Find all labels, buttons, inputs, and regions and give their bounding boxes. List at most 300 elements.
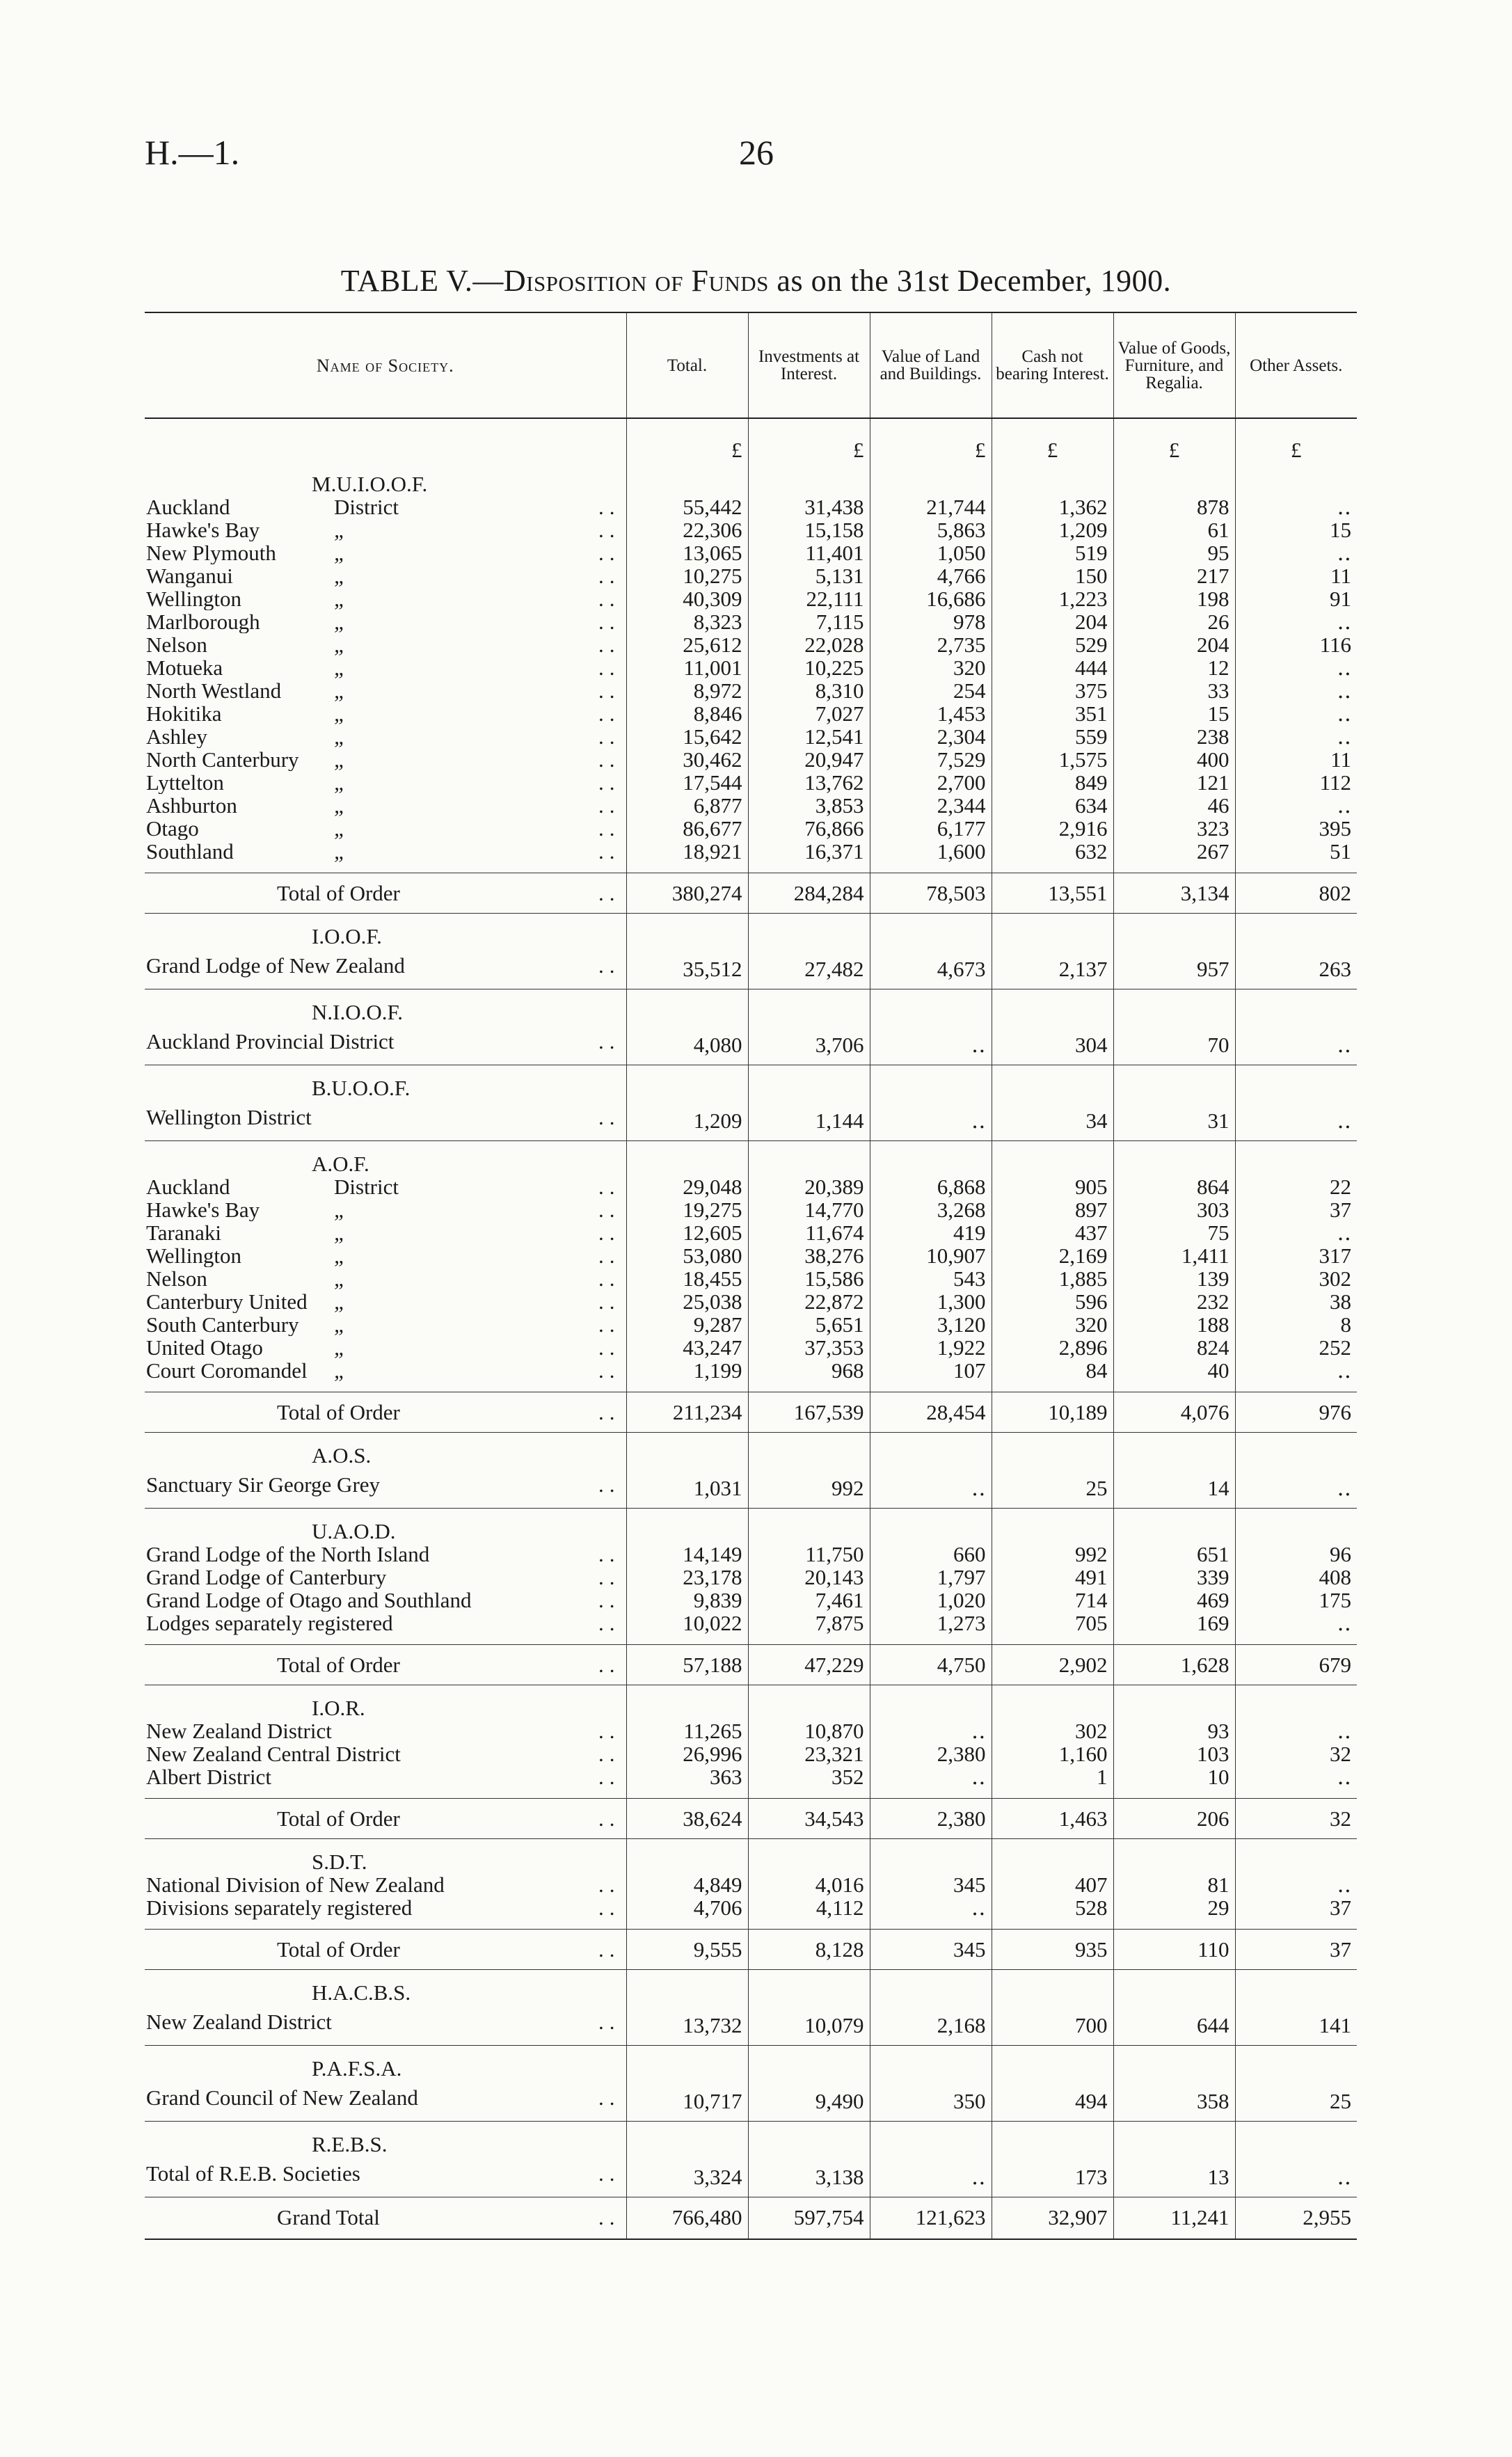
total-label-cell xyxy=(145,1645,626,1685)
row-name: Wellington xyxy=(146,587,241,610)
leader-dots: .. xyxy=(598,1472,621,1497)
table-row xyxy=(145,1024,1357,1065)
leader-dots: .. xyxy=(598,1896,621,1920)
value-cell: 11 xyxy=(1235,748,1357,771)
value-cell: 18,455 xyxy=(626,1267,748,1290)
funds-disposition-table xyxy=(145,312,1357,2240)
row-name-cell xyxy=(145,817,626,840)
value-cell: 57,188 xyxy=(626,1645,748,1685)
value-cell: 4,849 xyxy=(626,1873,748,1896)
ditto-mark: „ xyxy=(334,656,347,679)
value-cell: 284,284 xyxy=(748,873,870,914)
value-cell: 267 xyxy=(1113,840,1235,873)
leader-dots: .. xyxy=(598,633,621,656)
value-cell: 1,160 xyxy=(992,1742,1113,1765)
row-name: Taranaki xyxy=(146,1221,221,1244)
row-name: Grand Lodge of New Zealand xyxy=(146,953,405,978)
row-name-cell xyxy=(145,948,626,989)
value-cell: 363 xyxy=(626,1765,748,1799)
value-cell: 2,169 xyxy=(992,1244,1113,1267)
ditto-mark: „ xyxy=(334,1359,347,1383)
value-cell: 1,199 xyxy=(626,1359,748,1392)
value-cell: 3,138 xyxy=(748,2156,870,2197)
value-cell: 350 xyxy=(870,2080,992,2122)
leader-dots: .. xyxy=(598,881,621,905)
value-cell: 10,717 xyxy=(626,2080,748,2122)
row-name-cell xyxy=(145,1221,626,1244)
value-cell: ‥ xyxy=(1235,702,1357,725)
value-cell: 16,686 xyxy=(870,587,992,610)
value-cell: 204 xyxy=(1113,633,1235,656)
total-label-cell xyxy=(145,1930,626,1970)
value-cell: 358 xyxy=(1113,2080,1235,2122)
value-cell: 320 xyxy=(992,1313,1113,1336)
society-heading-row xyxy=(145,461,1357,495)
leader-dots: .. xyxy=(598,1221,621,1244)
row-name-cell xyxy=(145,1896,626,1930)
value-cell: 32,907 xyxy=(992,2197,1113,2240)
society-heading: I.O.O.F. xyxy=(312,924,382,948)
column-header-other: Other Assets. xyxy=(1235,312,1357,418)
value-cell: ‥ xyxy=(1235,541,1357,564)
table-row xyxy=(145,1873,1357,1896)
document-header-code: H.—1. xyxy=(145,133,240,172)
value-cell: 20,143 xyxy=(748,1566,870,1589)
society-heading-row xyxy=(145,2122,1357,2156)
page-number: 26 xyxy=(739,133,774,172)
row-name: New Plymouth xyxy=(146,541,276,564)
row-name-cell xyxy=(145,794,626,817)
leader-dots: .. xyxy=(598,1313,621,1336)
table-row xyxy=(145,1336,1357,1359)
value-cell: ‥ xyxy=(1235,679,1357,702)
value-cell: 107 xyxy=(870,1359,992,1392)
row-name: Otago xyxy=(146,817,199,840)
value-cell: 20,947 xyxy=(748,748,870,771)
row-name-cell xyxy=(145,1719,626,1742)
value-cell: 121 xyxy=(1113,771,1235,794)
leader-dots: .. xyxy=(598,1267,621,1290)
table-row xyxy=(145,748,1357,771)
value-cell: 976 xyxy=(1235,1392,1357,1433)
total-row xyxy=(145,1645,1357,1685)
value-cell: 10,022 xyxy=(626,1612,748,1645)
value-cell: ‥ xyxy=(1235,1221,1357,1244)
leader-dots: .. xyxy=(598,748,621,771)
leader-dots: .. xyxy=(598,495,621,518)
value-cell: 2,896 xyxy=(992,1336,1113,1359)
row-name-cell xyxy=(145,1024,626,1065)
total-row xyxy=(145,1930,1357,1970)
table-title-prefix: TABLE V.— xyxy=(340,264,504,298)
row-name-cell xyxy=(145,1244,626,1267)
value-cell: 1 xyxy=(992,1765,1113,1799)
column-header-land: Value of Land and Buildings. xyxy=(870,312,992,418)
table-row xyxy=(145,1719,1357,1742)
value-cell: 43,247 xyxy=(626,1336,748,1359)
row-name: Ashley xyxy=(146,725,207,748)
value-cell: 13,762 xyxy=(748,771,870,794)
value-cell: 644 xyxy=(1113,2004,1235,2046)
value-cell: 2,137 xyxy=(992,948,1113,989)
value-cell: 1,050 xyxy=(870,541,992,564)
society-heading-row xyxy=(145,1509,1357,1543)
row-name: Southland xyxy=(146,840,234,864)
value-cell: 968 xyxy=(748,1359,870,1392)
value-cell: 992 xyxy=(992,1543,1113,1566)
value-cell: 33 xyxy=(1113,679,1235,702)
value-cell: 31,438 xyxy=(748,495,870,518)
row-name-cell xyxy=(145,1290,626,1313)
value-cell: 8 xyxy=(1235,1313,1357,1336)
value-cell: ‥ xyxy=(870,1765,992,1799)
value-cell: 1,797 xyxy=(870,1566,992,1589)
unit-cell: £ xyxy=(870,418,992,461)
value-cell: 596 xyxy=(992,1290,1113,1313)
ditto-mark: „ xyxy=(334,1221,347,1244)
value-cell: 419 xyxy=(870,1221,992,1244)
value-cell: 2,700 xyxy=(870,771,992,794)
value-cell: 86,677 xyxy=(626,817,748,840)
value-cell: 2,735 xyxy=(870,633,992,656)
value-cell: ‥ xyxy=(1235,495,1357,518)
value-cell: 263 xyxy=(1235,948,1357,989)
leader-dots: .. xyxy=(598,610,621,633)
ditto-mark: „ xyxy=(334,1313,347,1336)
value-cell: ‥ xyxy=(1235,794,1357,817)
value-cell: 395 xyxy=(1235,817,1357,840)
value-cell: ‥ xyxy=(870,1896,992,1930)
society-heading: I.O.R. xyxy=(312,1696,365,1719)
value-cell: 10 xyxy=(1113,1765,1235,1799)
leader-dots: .. xyxy=(598,1198,621,1221)
row-name-cell xyxy=(145,1359,626,1392)
leader-dots: .. xyxy=(598,1400,621,1424)
value-cell: 28,454 xyxy=(870,1392,992,1433)
value-cell: 14,770 xyxy=(748,1198,870,1221)
value-cell: ‥ xyxy=(1235,1873,1357,1896)
value-cell: 29,048 xyxy=(626,1175,748,1198)
value-cell: 3,706 xyxy=(748,1024,870,1065)
value-cell: 320 xyxy=(870,656,992,679)
row-name: Auckland Provincial District xyxy=(146,1029,395,1053)
leader-dots: .. xyxy=(598,1359,621,1383)
row-name: Lodges separately registered xyxy=(146,1612,393,1635)
row-name: Nelson xyxy=(146,1267,207,1290)
value-cell: 15 xyxy=(1113,702,1235,725)
value-cell: 11,674 xyxy=(748,1221,870,1244)
value-cell: 8,128 xyxy=(748,1930,870,1970)
value-cell: 1,600 xyxy=(870,840,992,873)
leader-dots: .. xyxy=(598,2161,621,2186)
value-cell: 31 xyxy=(1113,1099,1235,1141)
value-cell: 491 xyxy=(992,1566,1113,1589)
row-name-cell xyxy=(145,1742,626,1765)
value-cell: 1,209 xyxy=(992,518,1113,541)
value-cell: 528 xyxy=(992,1896,1113,1930)
table-row xyxy=(145,1221,1357,1244)
value-cell: 352 xyxy=(748,1765,870,1799)
value-cell: 29 xyxy=(1113,1896,1235,1930)
value-cell: 22,111 xyxy=(748,587,870,610)
leader-dots: .. xyxy=(598,1719,621,1742)
value-cell: 935 xyxy=(992,1930,1113,1970)
society-heading: U.A.O.D. xyxy=(312,1519,396,1543)
value-cell: 766,480 xyxy=(626,2197,748,2240)
value-cell: 32 xyxy=(1235,1742,1357,1765)
value-cell: 8,846 xyxy=(626,702,748,725)
row-name-cell xyxy=(145,2156,626,2197)
table-row xyxy=(145,840,1357,873)
society-heading: H.A.C.B.S. xyxy=(312,1980,411,2004)
value-cell: ‥ xyxy=(1235,1099,1357,1141)
table-row xyxy=(145,564,1357,587)
leader-dots: .. xyxy=(598,1029,621,1053)
row-name-cell xyxy=(145,564,626,587)
society-heading-row xyxy=(145,1839,1357,1874)
value-cell: 7,027 xyxy=(748,702,870,725)
row-name: United Otago xyxy=(146,1336,263,1359)
value-cell: 1,273 xyxy=(870,1612,992,1645)
value-cell: 13,065 xyxy=(626,541,748,564)
value-cell: 4,016 xyxy=(748,1873,870,1896)
value-cell: 198 xyxy=(1113,587,1235,610)
society-heading-row xyxy=(145,1141,1357,1176)
value-cell: 302 xyxy=(1235,1267,1357,1290)
row-name: Nelson xyxy=(146,633,207,656)
value-cell: 351 xyxy=(992,702,1113,725)
row-name: Albert District xyxy=(146,1765,271,1789)
row-name: New Zealand District xyxy=(146,1719,332,1742)
row-name-cell xyxy=(145,1467,626,1509)
total-label-cell xyxy=(145,873,626,914)
row-name: Auckland xyxy=(146,495,230,518)
value-cell: 345 xyxy=(870,1873,992,1896)
value-cell: ‥ xyxy=(1235,1467,1357,1509)
value-cell: 4,080 xyxy=(626,1024,748,1065)
value-cell: 34 xyxy=(992,1099,1113,1141)
value-cell: 96 xyxy=(1235,1543,1357,1566)
value-cell: 1,453 xyxy=(870,702,992,725)
row-name-cell xyxy=(145,1765,626,1799)
ditto-mark: „ xyxy=(334,702,347,725)
value-cell: 1,411 xyxy=(1113,1244,1235,1267)
value-cell: 76,866 xyxy=(748,817,870,840)
value-cell: 38,624 xyxy=(626,1799,748,1839)
unit-cell: £ xyxy=(1235,418,1357,461)
ditto-mark: „ xyxy=(334,587,347,610)
table-row xyxy=(145,1896,1357,1930)
row-name-cell xyxy=(145,1313,626,1336)
total-label-cell xyxy=(145,1392,626,1433)
row-name: Grand Council of New Zealand xyxy=(146,2085,418,2110)
value-cell: 35,512 xyxy=(626,948,748,989)
district-word: District xyxy=(334,495,399,518)
value-cell: 15,158 xyxy=(748,518,870,541)
total-label: Total of Order xyxy=(277,1400,400,1424)
value-cell: ‥ xyxy=(1235,1359,1357,1392)
society-heading-row xyxy=(145,2046,1357,2081)
value-cell: 23,178 xyxy=(626,1566,748,1589)
grand-total-row xyxy=(145,2197,1357,2240)
row-name: Grand Lodge of Otago and Southland xyxy=(146,1589,472,1612)
table-row xyxy=(145,2004,1357,2046)
value-cell: 2,168 xyxy=(870,2004,992,2046)
value-cell: ‥ xyxy=(1235,610,1357,633)
leader-dots: .. xyxy=(598,1873,621,1896)
value-cell: 13 xyxy=(1113,2156,1235,2197)
value-cell: 2,916 xyxy=(992,817,1113,840)
ditto-mark: „ xyxy=(334,518,347,541)
society-heading-row xyxy=(145,1685,1357,1720)
unit-cell: £ xyxy=(992,418,1113,461)
table-row xyxy=(145,541,1357,564)
value-cell: 20,389 xyxy=(748,1175,870,1198)
value-cell: 175 xyxy=(1235,1589,1357,1612)
value-cell: 95 xyxy=(1113,541,1235,564)
table-row xyxy=(145,817,1357,840)
value-cell: ‥ xyxy=(1235,1719,1357,1742)
value-cell: 2,304 xyxy=(870,725,992,748)
value-cell: 9,839 xyxy=(626,1589,748,1612)
value-cell: 169 xyxy=(1113,1612,1235,1645)
leader-dots: .. xyxy=(598,518,621,541)
district-word: District xyxy=(334,1175,399,1198)
column-header-row xyxy=(145,312,1357,418)
value-cell: 864 xyxy=(1113,1175,1235,1198)
leader-dots: .. xyxy=(598,1765,621,1789)
row-name: South Canterbury xyxy=(146,1313,299,1336)
leader-dots: .. xyxy=(598,1806,621,1831)
row-name-cell xyxy=(145,1612,626,1645)
value-cell: 254 xyxy=(870,679,992,702)
value-cell: ‥ xyxy=(1235,656,1357,679)
table-title xyxy=(0,263,1512,299)
value-cell: 84 xyxy=(992,1359,1113,1392)
value-cell: 317 xyxy=(1235,1244,1357,1267)
table-row xyxy=(145,1198,1357,1221)
value-cell: 4,076 xyxy=(1113,1392,1235,1433)
row-name: Auckland xyxy=(146,1175,230,1198)
value-cell: 10,275 xyxy=(626,564,748,587)
value-cell: 51 xyxy=(1235,840,1357,873)
table-row xyxy=(145,1359,1357,1392)
ditto-mark: „ xyxy=(334,817,347,840)
value-cell: 700 xyxy=(992,2004,1113,2046)
value-cell: 121,623 xyxy=(870,2197,992,2240)
row-name: National Division of New Zealand xyxy=(146,1873,445,1896)
value-cell: 400 xyxy=(1113,748,1235,771)
value-cell: 18,921 xyxy=(626,840,748,873)
ditto-mark: „ xyxy=(334,1198,347,1221)
value-cell: 824 xyxy=(1113,1336,1235,1359)
leader-dots: .. xyxy=(598,587,621,610)
value-cell: 897 xyxy=(992,1198,1113,1221)
value-cell: 211,234 xyxy=(626,1392,748,1433)
value-cell: 150 xyxy=(992,564,1113,587)
table-body xyxy=(145,418,1357,2239)
row-name-cell xyxy=(145,1543,626,1566)
value-cell: ‥ xyxy=(1235,1024,1357,1065)
column-header-name: Name of Society. xyxy=(145,312,626,418)
value-cell: 345 xyxy=(870,1930,992,1970)
society-heading: S.D.T. xyxy=(312,1850,367,1873)
unit-cell: £ xyxy=(1113,418,1235,461)
value-cell: 9,490 xyxy=(748,2080,870,2122)
row-name-cell xyxy=(145,1336,626,1359)
value-cell: 16,371 xyxy=(748,840,870,873)
table-row xyxy=(145,771,1357,794)
row-name-cell xyxy=(145,1566,626,1589)
table-row xyxy=(145,702,1357,725)
table-row xyxy=(145,679,1357,702)
row-name-cell xyxy=(145,702,626,725)
leader-dots: .. xyxy=(598,1589,621,1612)
row-name-cell xyxy=(145,587,626,610)
value-cell: 38,276 xyxy=(748,1244,870,1267)
value-cell: 93 xyxy=(1113,1719,1235,1742)
value-cell: 22,872 xyxy=(748,1290,870,1313)
value-cell: 878 xyxy=(1113,495,1235,518)
value-cell: 22,306 xyxy=(626,518,748,541)
value-cell: 705 xyxy=(992,1612,1113,1645)
ditto-mark: „ xyxy=(334,840,347,864)
table-row xyxy=(145,587,1357,610)
row-name-cell xyxy=(145,725,626,748)
total-row xyxy=(145,873,1357,914)
table-row xyxy=(145,1099,1357,1141)
value-cell: 15 xyxy=(1235,518,1357,541)
value-cell: 323 xyxy=(1113,817,1235,840)
value-cell: 23,321 xyxy=(748,1742,870,1765)
table-row xyxy=(145,948,1357,989)
value-cell: 81 xyxy=(1113,1873,1235,1896)
row-name-cell xyxy=(145,679,626,702)
value-cell: 1,885 xyxy=(992,1267,1113,1290)
value-cell: 3,134 xyxy=(1113,873,1235,914)
row-name: New Zealand District xyxy=(146,2010,332,2034)
value-cell: 38 xyxy=(1235,1290,1357,1313)
row-name: Divisions separately registered xyxy=(146,1896,413,1920)
row-name: Marlborough xyxy=(146,610,260,633)
leader-dots: .. xyxy=(598,1543,621,1566)
table-row xyxy=(145,1765,1357,1799)
leader-dots: .. xyxy=(598,817,621,840)
value-cell: 37 xyxy=(1235,1930,1357,1970)
row-name-cell xyxy=(145,1175,626,1198)
value-cell: 444 xyxy=(992,656,1113,679)
value-cell: 303 xyxy=(1113,1198,1235,1221)
value-cell: 407 xyxy=(992,1873,1113,1896)
ditto-mark: „ xyxy=(334,725,347,748)
value-cell: 1,463 xyxy=(992,1799,1113,1839)
ditto-mark: „ xyxy=(334,748,347,771)
row-name: Sanctuary Sir George Grey xyxy=(146,1472,381,1497)
value-cell: 70 xyxy=(1113,1024,1235,1065)
value-cell: 4,673 xyxy=(870,948,992,989)
row-name: Wanganui xyxy=(146,564,233,587)
value-cell: 3,268 xyxy=(870,1198,992,1221)
society-heading-row xyxy=(145,914,1357,948)
value-cell: 11 xyxy=(1235,564,1357,587)
value-cell: 8,323 xyxy=(626,610,748,633)
value-cell: 22 xyxy=(1235,1175,1357,1198)
value-cell: ‥ xyxy=(870,2156,992,2197)
leader-dots: .. xyxy=(598,1937,621,1962)
row-name: North Westland xyxy=(146,679,282,702)
row-name: Hokitika xyxy=(146,702,222,725)
value-cell: ‥ xyxy=(1235,1612,1357,1645)
